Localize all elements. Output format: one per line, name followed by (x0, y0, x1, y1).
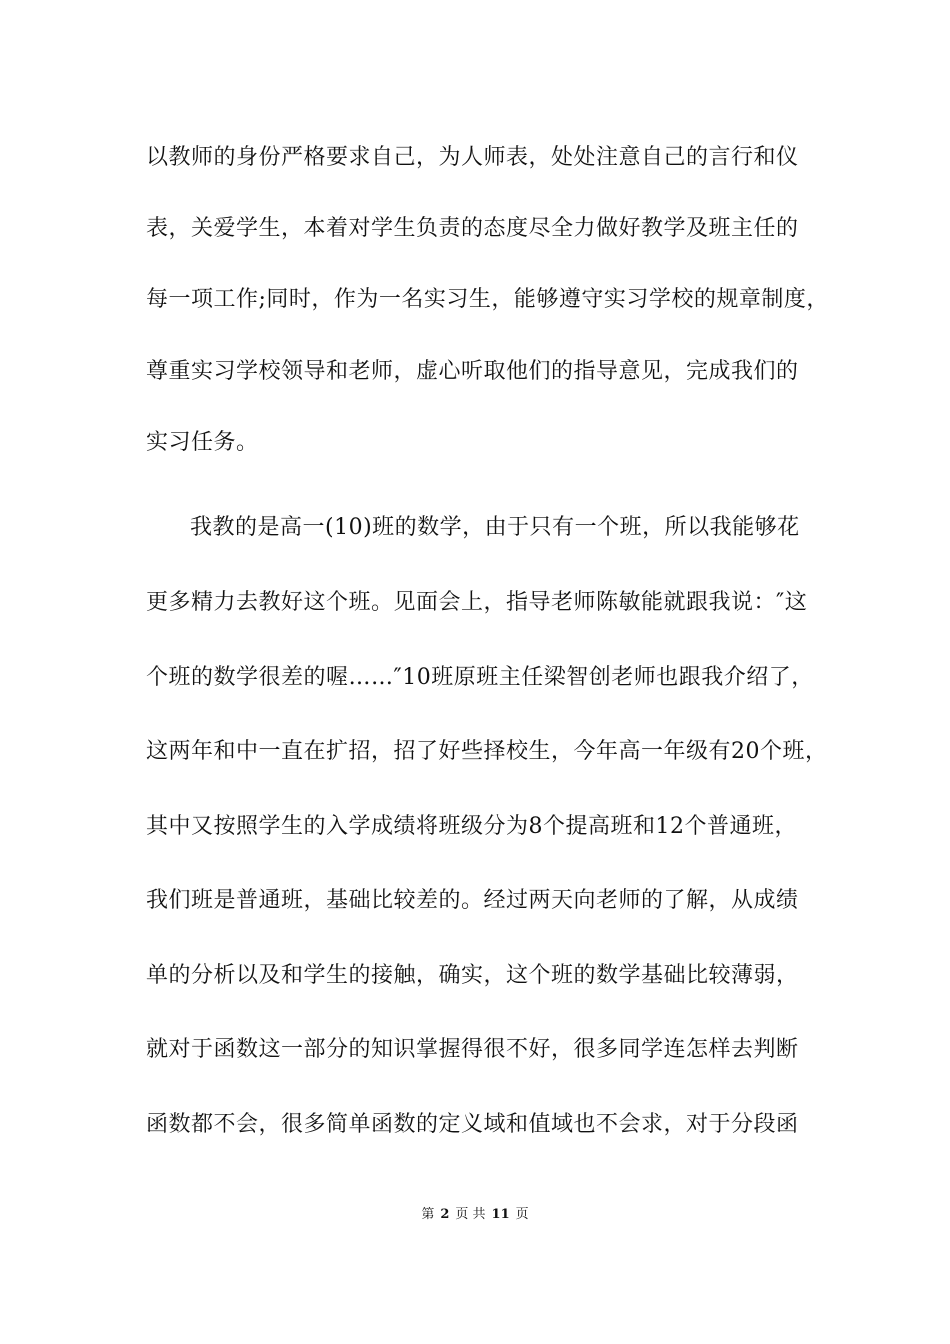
footer-prefix: 第 (421, 1207, 435, 1222)
text-line: 单的分析以及和学生的接触，确实，这个班的数学基础比较薄弱， (146, 963, 799, 988)
current-page-number: 2 (440, 1207, 450, 1222)
text-line: 更多精力去教好这个班。见面会上，指导老师陈敏能就跟我说：″这 (146, 590, 808, 615)
footer-middle: 页 共 (455, 1207, 486, 1222)
text-line: 尊重实习学校领导和老师，虚心听取他们的指导意见，完成我们的 (146, 359, 799, 384)
text-line: 函数都不会，很多简单函数的定义域和值域也不会求，对于分段函 (146, 1112, 799, 1137)
total-page-count: 11 (491, 1207, 510, 1222)
text-line: 我们班是普通班，基础比较差的。经过两天向老师的了解，从成绩 (146, 888, 799, 913)
footer-suffix: 页 (515, 1207, 529, 1222)
text-line: 个班的数学很差的喔……″10班原班主任梁智创老师也跟我介绍了， (146, 665, 814, 690)
page-footer (0, 1206, 950, 1224)
text-line: 就对于函数这一部分的知识掌握得很不好，很多同学连怎样去判断 (146, 1037, 799, 1062)
text-line: 表，关爱学生，本着对学生负责的态度尽全力做好教学及班主任的 (146, 216, 799, 241)
text-line: 实习任务。 (146, 430, 259, 455)
text-line: 我教的是高一(10)班的数学，由于只有一个班，所以我能够花 (190, 515, 800, 540)
text-line: 以教师的身份严格要求自己，为人师表，处处注意自己的言行和仪 (146, 145, 799, 170)
text-line: 每一项工作;同时，作为一名实习生，能够遵守实习学校的规章制度， (146, 287, 829, 312)
text-line: 其中又按照学生的入学成绩将班级分为8个提高班和12个普通班， (146, 814, 797, 839)
text-line: 这两年和中一直在扩招，招了好些择校生，今年高一年级有20个班， (146, 739, 828, 764)
